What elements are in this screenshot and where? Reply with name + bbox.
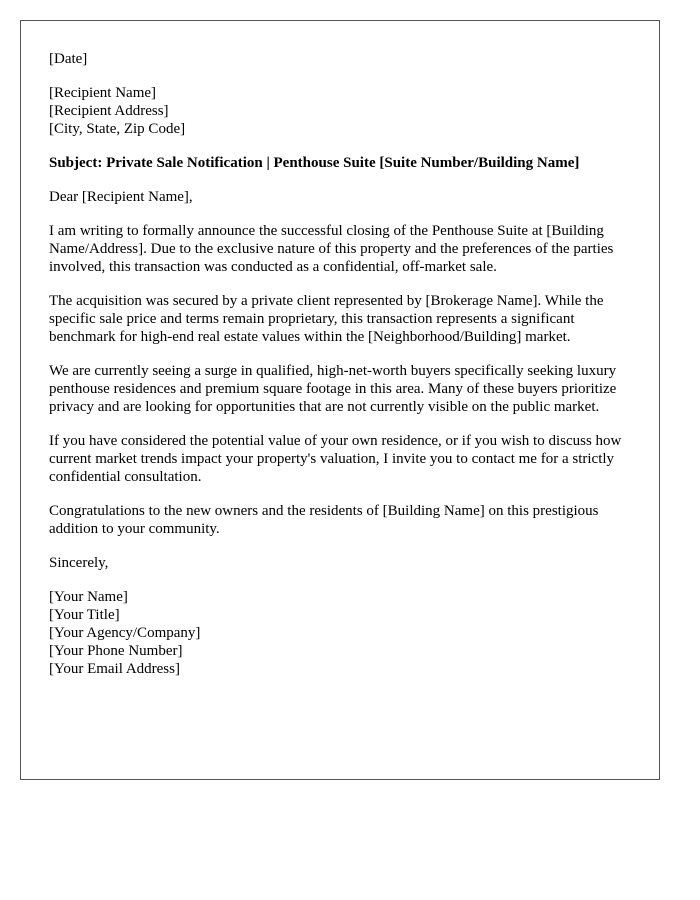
body-paragraph-3: We are currently seeing a surge in qualified, high-net-worth buyers specifically seeking luxury penthouse residences and premium square footage in this area. Many of these buyers prioritize privacy and are looking for opportunities that are not currently visible on the public market.: [49, 363, 617, 415]
closing: Sincerely,: [49, 555, 109, 571]
subject-line: Subject: Private Sale Notification | Penthouse Suite [Suite Number/Building Name]: [49, 155, 580, 171]
body-paragraph-4: If you have considered the potential value of your own residence, or if you wish to discuss how current market trends impact your property's valuation, I invite you to contact me for a strictly confidential consultation.: [49, 433, 622, 485]
recipient-address: [Recipient Address]: [49, 103, 169, 119]
sender-phone: [Your Phone Number]: [49, 643, 183, 659]
body-paragraph-5: Congratulations to the new owners and the residents of [Building Name] on this prestigious addition to your community.: [49, 503, 599, 537]
date-block: [49, 50, 631, 68]
letter-date: [Date]: [49, 51, 88, 67]
salutation: Dear [Recipient Name],: [49, 189, 193, 205]
sender-email: [Your Email Address]: [49, 661, 180, 677]
recipient-city-state-zip: [City, State, Zip Code]: [49, 121, 186, 137]
recipient-name: [Recipient Name]: [49, 85, 157, 101]
body-paragraph-2: The acquisition was secured by a private client represented by [Brokerage Name]. While the specific sale price and terms remain proprietary, this transaction represents a significant benchmark for high-end real estate values within the [Neighborhood/Building] market.: [49, 293, 604, 345]
signature-block: [49, 588, 631, 678]
recipient-address-block: [49, 84, 631, 138]
letter-page: [20, 20, 660, 780]
body-paragraph-1: I am writing to formally announce the successful closing of the Penthouse Suite at [Building Name/Address]. Due to the exclusive nature of this property and the preferences of the parties involved, this transaction was conducted as a confidential, off-market sale.: [49, 223, 614, 275]
sender-title: [Your Title]: [49, 607, 120, 623]
sender-agency: [Your Agency/Company]: [49, 625, 201, 641]
sender-name: [Your Name]: [49, 589, 128, 605]
